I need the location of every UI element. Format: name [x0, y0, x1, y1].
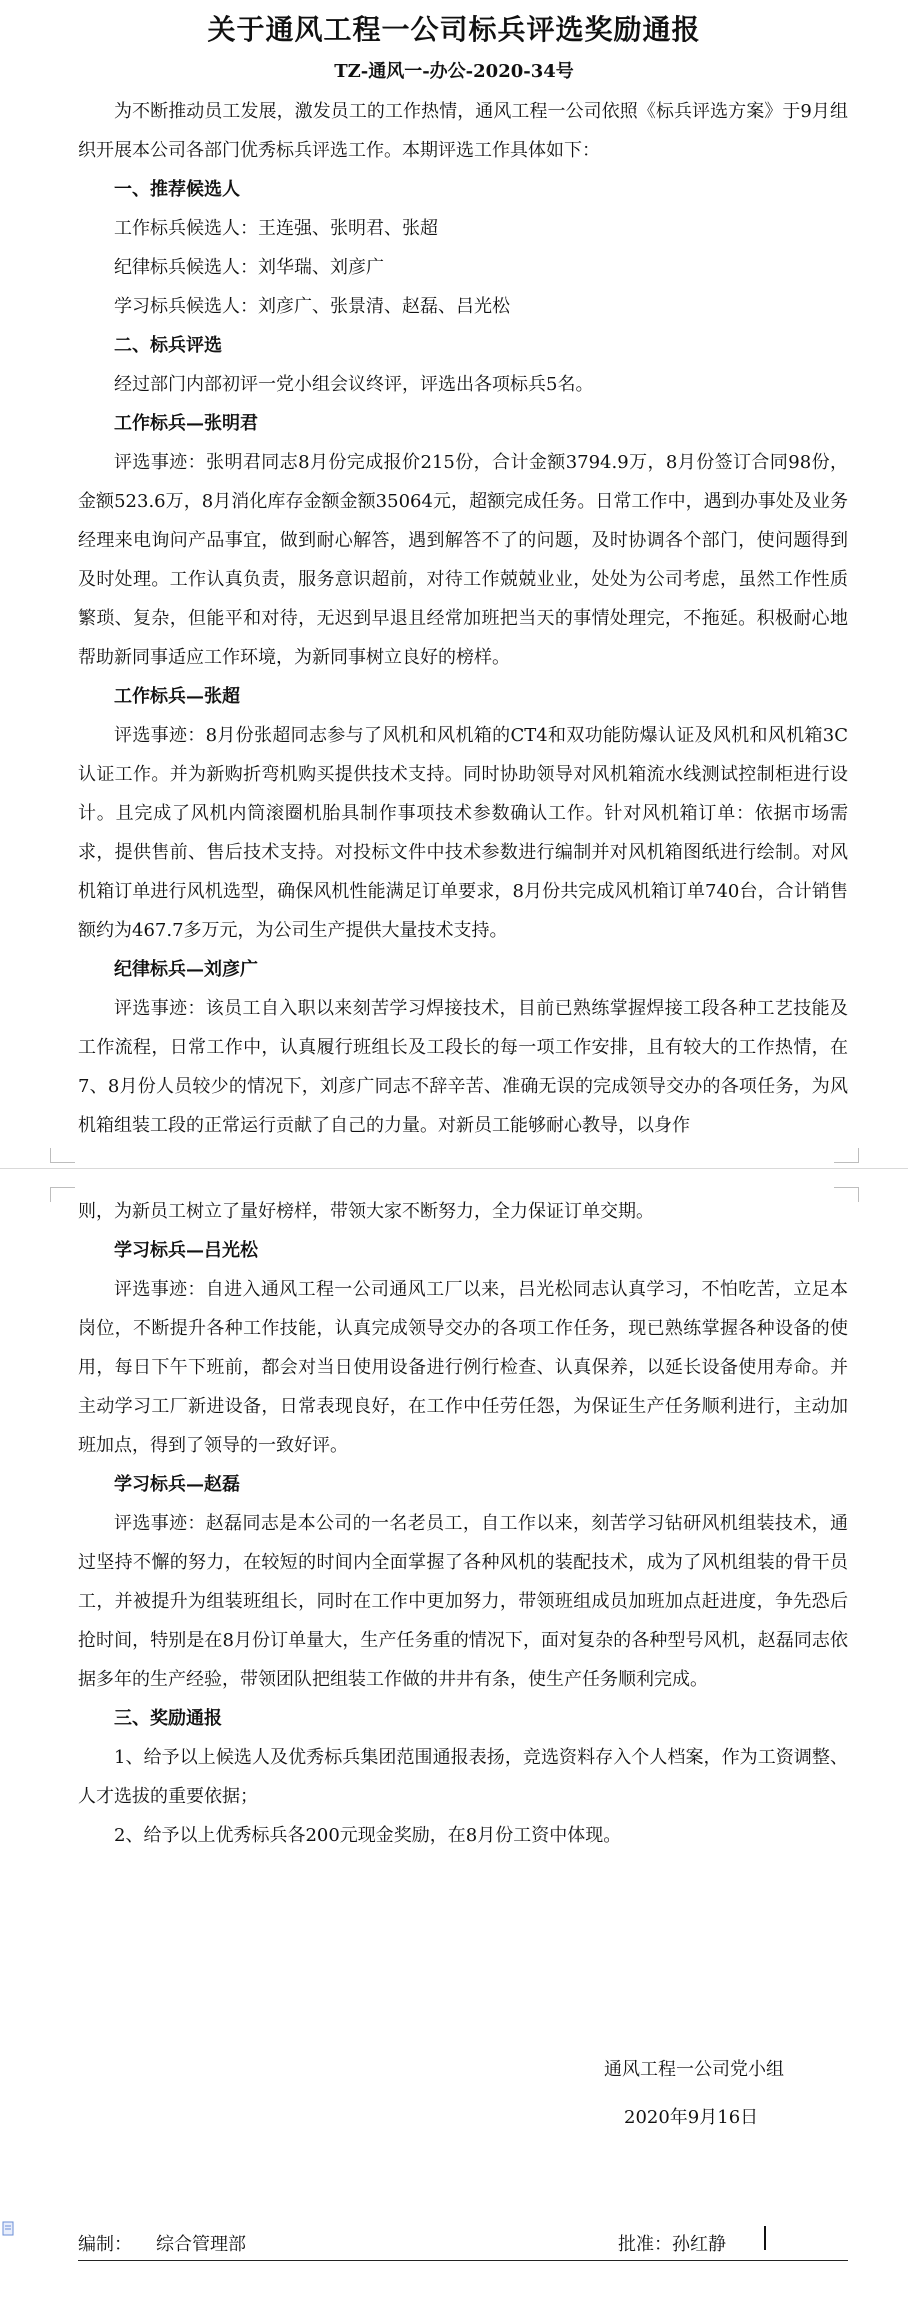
signature-date: 2020年9月16日 [624, 2107, 759, 2128]
section2-heading: 二、标兵评选 [114, 335, 222, 356]
page2-body [78, 1192, 848, 1855]
award-text-lvguangsong: 评选事迹：自进入通风工程一公司通风工厂以来，吕光松同志认真学习，不怕吃苦，立足本岗位，不断提升各种工作技能，认真完成领导交办的各项工作任务，现已熟练掌握各种设备的使用，每日下午下班前，都会对当日使用设备进行例行检查、认真保养，以延长设备使用寿命。并主动学习工厂新进设备，日常表现良好，在工作中任劳任怨，为保证生产任务顺利进行，主动加班加点，得到了领导的一致好评。 [78, 1279, 848, 1456]
section3-heading: 三、奖励通报 [114, 1708, 222, 1729]
award-heading-zhaolei: 学习标兵—赵磊 [114, 1474, 240, 1495]
award-heading-liuyanguang: 纪律标兵—刘彦广 [114, 959, 258, 980]
candidate-line-work: 工作标兵候选人：王连强、张明君、张超 [114, 218, 438, 239]
award-heading-zhangmingjun: 工作标兵—张明君 [114, 413, 258, 434]
award-heading-lvguangsong: 学习标兵—吕光松 [114, 1240, 258, 1261]
reward-item-1: 1、给予以上候选人及优秀标兵集团范围通报表扬，竞选资料存入个人档案，作为工资调整、人才选拔的重要依据； [78, 1747, 848, 1807]
award-text-liuyanguang-part2: 则，为新员工树立了量好榜样，带领大家不断努力，全力保证订单交期。 [78, 1201, 654, 1222]
text-cursor [764, 2226, 766, 2250]
document-icon[interactable] [2, 2221, 16, 2237]
page-corner-mark [50, 1187, 75, 1202]
award-heading-zhangchao: 工作标兵—张超 [114, 686, 240, 707]
reward-item-2: 2、给予以上优秀标兵各200元现金奖励，在8月份工资中体现。 [114, 1825, 622, 1846]
award-text-zhaolei: 评选事迹：赵磊同志是本公司的一名老员工，自工作以来，刻苦学习钻研风机组装技术，通过坚持不懈的努力，在较短的时间内全面掌握了各种风机的装配技术，成为了风机组装的骨干员工，并被提升为组装班组长，同时在工作中更加努力，带领班组成员加班加点赶进度，争先恐后抢时间，特别是在8月份订单量大，生产任务重的情况下，面对复杂的各种型号风机，赵磊同志依据多年的生产经验，带领团队把组装工作做的井井有条，使生产任务顺利完成。 [78, 1513, 848, 1690]
document-footer [78, 2230, 848, 2261]
document-number: TZ-通风一-办公-2020-34号 [334, 61, 574, 82]
award-text-liuyanguang-part1: 评选事迹：该员工自入职以来刻苦学习焊接技术，目前已熟练掌握焊接工段各种工艺技能及工作流程，日常工作中，认真履行班组长及工段长的每一项工作安排，且有较大的工作热情，在7、8月份人员较少的情况下，刘彦广同志不辞辛苦、准确无误的完成领导交办的各项任务，为风机箱组装工段的正常运行贡献了自己的力量。对新员工能够耐心教导，以身作 [78, 998, 848, 1136]
approver-name: 孙红静 [672, 2234, 726, 2255]
page1-body [78, 92, 848, 1145]
document-title: 关于通风工程一公司标兵评选奖励通报 [207, 13, 701, 46]
editor-label: 编制： [78, 2234, 132, 2255]
intro-paragraph: 为不断推动员工发展，激发员工的工作热情，通风工程一公司依照《标兵评选方案》于9月组织开展本公司各部门优秀标兵评选工作。本期评选工作具体如下： [78, 101, 848, 161]
page-break [0, 1168, 908, 1181]
editor-block [78, 2230, 246, 2256]
candidate-line-study: 学习标兵候选人：刘彦广、张景清、赵磊、吕光松 [114, 296, 510, 317]
page-corner-mark [834, 1148, 859, 1163]
candidate-line-discipline: 纪律标兵候选人：刘华瑞、刘彦广 [114, 257, 384, 278]
award-text-zhangmingjun: 评选事迹：张明君同志8月份完成报价215份，合计金额3794.9万，8月份签订合同98份，金额523.6万，8月消化库存金额金额35064元，超额完成任务。日常工作中，遇到办事处及业务经理来电询问产品事宜，做到耐心解答，遇到解答不了的问题，及时协调各个部门，使问题得到及时处理。工作认真负责，服务意识超前，对待工作兢兢业业，处处为公司考虑，虽然工作性质繁琐、复杂，但能平和对待，无迟到早退且经常加班把当天的事情处理完，不拖延。积极耐心地帮助新同事适应工作环境，为新同事树立良好的榜样。 [78, 452, 848, 668]
signature-org: 通风工程一公司党小组 [604, 2059, 784, 2080]
editor-name: 综合管理部 [156, 2234, 246, 2255]
page-corner-mark [50, 1148, 75, 1163]
approver-block [618, 2230, 726, 2256]
section1-heading: 一、推荐候选人 [114, 179, 240, 200]
approver-label: 批准： [618, 2234, 672, 2255]
award-text-zhangchao: 评选事迹：8月份张超同志参与了风机和风机箱的CT4和双功能防爆认证及风机和风机箱3C认证工作。并为新购折弯机购买提供技术支持。同时协助领导对风机箱流水线测试控制柜进行设计。且完成了风机内筒滚圈机胎具制作事项技术参数确认工作。针对风机箱订单：依据市场需求，提供售前、售后技术支持。对投标文件中技术参数进行编制并对风机箱图纸进行绘制。对风机箱订单进行风机选型，确保风机性能满足订单要求，8月份共完成风机箱订单740台，合计销售额约为467.7多万元，为公司生产提供大量技术支持。 [78, 725, 848, 941]
section2-intro: 经过部门内部初评一党小组会议终评，评选出各项标兵5名。 [114, 374, 594, 395]
